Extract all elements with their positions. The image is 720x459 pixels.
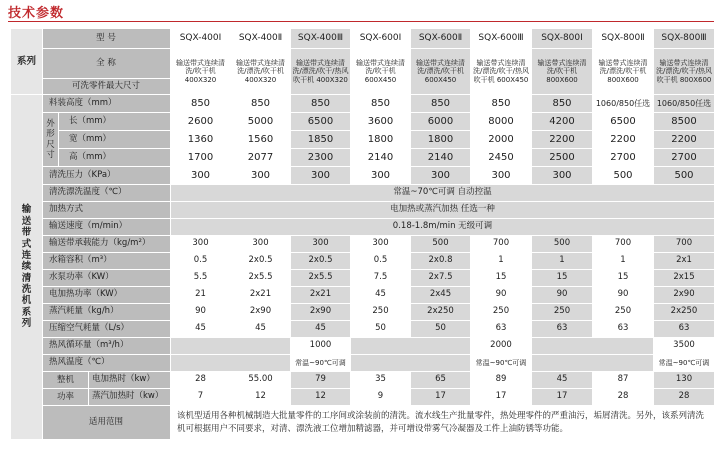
value-cell: 65 [411,372,471,389]
row-label: 输送带承载能力（kg/m²） [43,236,171,253]
row-label: 蒸汽耗量（kg/h） [43,304,171,321]
table-row [11,321,715,338]
row-label: 电加热功率（KW） [43,287,171,304]
value-cell: 500 [532,236,593,253]
value-cell: 2x90 [231,304,291,321]
empty-cell [171,355,291,372]
usage-description: 该机型适用各种机械制造大批量零件的工序间或涂装前的清洗。流水线生产批量零件，热处理零件的严重油污，垢屑清洗。另外，该系列清洗机可根据用户不同要求，对清、漂洗液工位增加精滤器，并可增设带雾气冷凝器及工件上油防锈等功能。 [171,406,715,440]
category-series: 系列 [11,29,43,95]
value-cell: 常温~90℃可调 [291,355,351,372]
value-cell: 90 [171,304,231,321]
row-label: 水箱容积（m³） [43,253,171,270]
model-cell: SQX-400Ⅱ [231,29,291,49]
value-cell: 6500 [291,113,351,131]
value-cell: 300 [231,236,291,253]
value-cell: 17 [471,389,532,406]
value-cell: 17 [532,389,593,406]
value-cell: 700 [654,236,715,253]
value-cell: 2450 [471,149,532,167]
dims-group-label: 外形尺寸 [43,113,59,167]
value-cell: 700 [593,236,654,253]
row-label: 全 称 [43,49,171,79]
value-cell: 850 [171,95,231,113]
value-cell: 700 [471,236,532,253]
value-cell: 2200 [532,131,593,149]
table-row [11,202,715,219]
value-cell: 500 [593,167,654,185]
row-label: 加热方式 [43,202,171,219]
value-cell: 250 [593,304,654,321]
name-cell: 输送带式连续清洗/吹干机 800X600 [532,49,593,95]
value-cell: 1 [593,253,654,270]
value-cell: 850 [231,95,291,113]
value-cell: 6500 [593,113,654,131]
category-main: 输送带式连续清洗机系列 [11,95,43,440]
value-cell: 35 [351,372,411,389]
value-cell: 300 [171,167,231,185]
value-cell: 2x7.5 [411,270,471,287]
table-row [11,270,715,287]
span-value-cell: 0.18-1.8m/min 无级可调 [171,219,715,236]
value-cell: 300 [291,236,351,253]
row-label: 型 号 [43,29,171,49]
value-cell: 2200 [654,131,715,149]
value-cell: 89 [471,372,532,389]
value-cell: 2x1 [654,253,715,270]
value-cell: 1800 [411,131,471,149]
value-cell: 300 [351,236,411,253]
table-row [11,236,715,253]
value-cell: 2000 [471,338,532,355]
value-cell: 300 [532,167,593,185]
value-cell: 2140 [351,149,411,167]
value-cell: 17 [411,389,471,406]
value-cell: 250 [471,304,532,321]
value-cell: 2x250 [654,304,715,321]
value-cell: 2600 [171,113,231,131]
value-cell: 130 [654,372,715,389]
value-cell: 1060/850任选 [654,95,715,113]
table-row [11,149,715,167]
row-label: 压缩空气耗量（L/s） [43,321,171,338]
value-cell: 2x21 [231,287,291,304]
value-cell: 2500 [532,149,593,167]
value-cell: 850 [471,95,532,113]
name-cell: 输送带式连续清洗/漂洗/吹干/热风吹干机 800X600 [654,49,715,95]
value-cell: 5000 [231,113,291,131]
value-cell: 500 [654,167,715,185]
model-cell: SQX-400Ⅰ [171,29,231,49]
title-underline [8,21,714,22]
value-cell: 6000 [411,113,471,131]
value-cell: 1800 [351,131,411,149]
value-cell: 12 [231,389,291,406]
spec-table [10,28,715,440]
value-cell: 1 [532,253,593,270]
value-cell: 2x250 [411,304,471,321]
value-cell: 常温~90℃可调 [654,355,715,372]
value-cell: 850 [291,95,351,113]
value-cell: 2700 [654,149,715,167]
name-cell: 输送带式连续清洗/漂洗/吹干/热风吹干机 600X450 [471,49,532,95]
row-label: 水泵功率（KW） [43,270,171,287]
value-cell: 2300 [291,149,351,167]
row-label: 适用范围 [43,406,171,440]
row-label: 热风温度（℃） [43,355,171,372]
value-cell: 63 [654,321,715,338]
value-cell: 1000 [291,338,351,355]
value-cell: 250 [532,304,593,321]
value-cell: 2x90 [654,287,715,304]
value-cell: 90 [532,287,593,304]
page-title: 技术参数 [8,6,65,21]
value-cell: 300 [291,167,351,185]
value-cell: 300 [411,167,471,185]
value-cell: 2x0.8 [411,253,471,270]
row-label: 电加热时（kw） [89,372,171,389]
row-label: 输送速度（m/min） [43,219,171,236]
value-cell: 5.5 [171,270,231,287]
value-cell: 7 [171,389,231,406]
name-cell: 输送带式连续清洗/漂洗/吹干机 600X450 [411,49,471,95]
value-cell: 2x90 [291,304,351,321]
span-value-cell: 电加热或蒸汽加热 任选一种 [171,202,715,219]
value-cell: 300 [471,167,532,185]
value-cell: 63 [593,321,654,338]
row-label: 蒸汽加热时（kw） [89,389,171,406]
table-row [11,95,715,113]
value-cell: 28 [171,372,231,389]
model-cell: SQX-800Ⅱ [593,29,654,49]
value-cell: 2700 [593,149,654,167]
model-cell: SQX-600Ⅱ [411,29,471,49]
value-cell: 850 [351,95,411,113]
value-cell: 50 [351,321,411,338]
empty-cell [532,355,654,372]
value-cell: 2140 [411,149,471,167]
value-cell: 45 [351,287,411,304]
value-cell: 90 [593,287,654,304]
table-row [11,219,715,236]
value-cell: 45 [291,321,351,338]
value-cell: 2x5.5 [291,270,351,287]
value-cell: 1060/850任选 [593,95,654,113]
value-cell: 3500 [654,338,715,355]
model-cell: SQX-800Ⅲ [654,29,715,49]
value-cell: 79 [291,372,351,389]
table-row [11,131,715,149]
power-group-label: 功率 [43,389,89,406]
value-cell: 55.00 [231,372,291,389]
value-cell: 21 [171,287,231,304]
power-group-label: 整机 [43,372,89,389]
row-label: 宽（mm） [59,131,171,149]
model-cell: SQX-800Ⅰ [532,29,593,49]
value-cell: 2077 [231,149,291,167]
value-cell: 15 [471,270,532,287]
name-cell: 输送带式连续清洗/吹干机 600X450 [351,49,411,95]
table-row [11,185,715,202]
value-cell: 1560 [231,131,291,149]
row-label: 热风循环量（m³/h） [43,338,171,355]
value-cell: 2x45 [411,287,471,304]
value-cell: 300 [231,167,291,185]
value-cell: 2200 [593,131,654,149]
name-cell: 输送带式连续清洗/漂洗/吹干机 800X600 [593,49,654,95]
table-row [11,113,715,131]
value-cell: 0.5 [171,253,231,270]
row-label: 清洗漂洗温度（℃） [43,185,171,202]
table-row [11,253,715,270]
value-cell: 1360 [171,131,231,149]
span-value-cell: 常温~70℃可调 自动控温 [171,185,715,202]
empty-cell [171,338,291,355]
value-cell: 90 [471,287,532,304]
value-cell: 8000 [471,113,532,131]
name-cell: 输送带式连续清洗/漂洗/吹干机 400X320 [231,49,291,95]
empty-cell [532,338,654,355]
value-cell: 2x5.5 [231,270,291,287]
table-row [11,389,715,406]
value-cell: 常温~90℃可调 [471,355,532,372]
value-cell: 850 [411,95,471,113]
value-cell: 9 [351,389,411,406]
table-row [11,304,715,321]
value-cell: 3600 [351,113,411,131]
value-cell: 1850 [291,131,351,149]
value-cell: 28 [593,389,654,406]
table-row [11,406,715,440]
model-cell: SQX-600Ⅰ [351,29,411,49]
row-label: 长（mm） [59,113,171,131]
value-cell: 12 [291,389,351,406]
row-label: 清洗压力（KPa） [43,167,171,185]
value-cell: 2x0.5 [231,253,291,270]
model-cell: SQX-400Ⅲ [291,29,351,49]
value-cell: 45 [171,321,231,338]
value-cell: 15 [593,270,654,287]
value-cell: 28 [654,389,715,406]
table-row [11,167,715,185]
value-cell: 4200 [532,113,593,131]
value-cell: 850 [532,95,593,113]
empty-cell [351,338,471,355]
value-cell: 45 [231,321,291,338]
value-cell: 63 [532,321,593,338]
table-row [11,287,715,304]
name-cell: 输送带式连续清洗/漂洗/吹干/热风吹干机 400X320 [291,49,351,95]
table-row [11,49,715,79]
value-cell: 1700 [171,149,231,167]
row-label: 高（mm） [59,149,171,167]
value-cell: 500 [411,236,471,253]
value-cell: 87 [593,372,654,389]
value-cell: 300 [351,167,411,185]
table-row [11,355,715,372]
row-label: 可洗零件最大尺寸 [43,79,171,95]
value-cell: 50 [411,321,471,338]
row-label: 料装高度（mm） [43,95,171,113]
value-cell: 2x15 [654,270,715,287]
table-row [11,338,715,355]
value-cell: 2x0.5 [291,253,351,270]
value-cell: 2x21 [291,287,351,304]
table-row [11,29,715,49]
value-cell: 7.5 [351,270,411,287]
model-cell: SQX-600Ⅲ [471,29,532,49]
name-cell: 输送带式连续清洗/吹干机 400X320 [171,49,231,95]
value-cell: 63 [471,321,532,338]
value-cell: 8500 [654,113,715,131]
empty-cell [351,355,471,372]
value-cell: 1 [471,253,532,270]
value-cell: 0.5 [351,253,411,270]
value-cell: 15 [532,270,593,287]
value-cell: 2000 [471,131,532,149]
value-cell: 250 [351,304,411,321]
value-cell: 45 [532,372,593,389]
value-cell: 300 [171,236,231,253]
table-row [11,372,715,389]
